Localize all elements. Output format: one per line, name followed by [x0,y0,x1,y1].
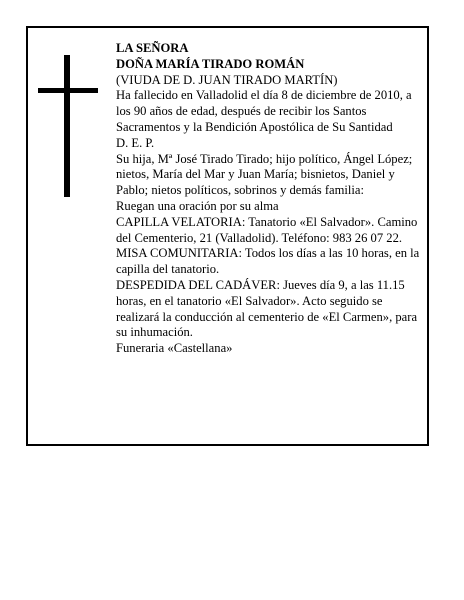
title-line-1: LA SEÑORA [116,41,189,55]
prayer-request: Ruegan una oración por su alma [116,198,279,213]
rip-line: D. E. P. [116,135,155,150]
title-line-2: DOÑA MARÍA TIRADO ROMÁN [116,56,305,71]
cross-horizontal-bar [38,88,98,93]
obituary-notice [26,26,429,446]
farewell-paragraph: DESPEDIDA DEL CADÁVER: Jueves día 9, a las 11.15 horas, en el tanatorio «El Salvador». Acto seguido se realizará la conducción al cementerio de «El Carmen», para su inhumación. [116,277,418,340]
obituary-text [116,41,422,357]
mass-paragraph: MISA COMUNITARIA: Todos los días a las 10 horas, en la capilla del tanatorio. [116,246,420,277]
death-paragraph: Ha fallecido en Valladolid el día 8 de diciembre de 2010, a los 90 años de edad, después de recibir los Santos Sacramentos y la Bendición Apostólica de Su Santidad [116,88,412,134]
widow-line: (VIUDA DE D. JUAN TIRADO MARTÍN) [116,72,338,87]
cross-vertical-bar [64,55,70,197]
chapel-paragraph: CAPILLA VELATORIA: Tanatorio «El Salvador». Camino del Cementerio, 21 (Valladolid). Teléfono: 983 26 07 22. [116,214,418,245]
funeral-home: Funeraria «Castellana» [116,341,233,356]
family-paragraph: Su hija, Mª José Tirado Tirado; hijo político, Ángel López; nietos, María del Mar y Juan María; bisnietos, Daniel y Pablo; nietos políticos, sobrinos y demás familia: [116,151,413,198]
cross-icon [38,55,98,197]
